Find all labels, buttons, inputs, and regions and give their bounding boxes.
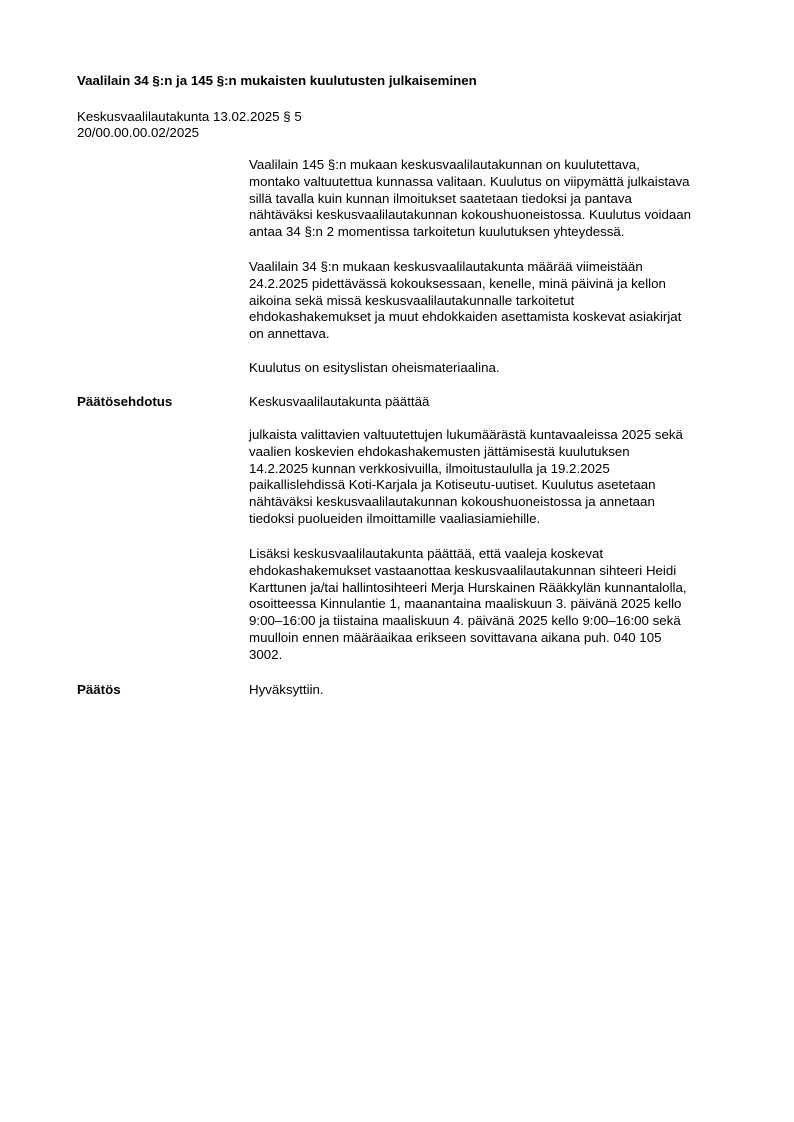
proposal-label: Päätösehdotus xyxy=(77,394,173,409)
text-line: Vaalilain 145 §:n mukaan keskusvaalilautakunnan on kuulutettava, xyxy=(249,157,640,172)
text-line: 14.2.2025 kunnan verkkosivuilla, ilmoitustaululla ja 19.2.2025 xyxy=(249,460,610,476)
proposal-paragraph-2 xyxy=(249,546,749,664)
text-line: nähtäväksi keskusvaalilautakunnan kokoushuoneistossa. Kuulutus voidaan xyxy=(249,207,692,223)
proposal-paragraph-1 xyxy=(249,427,749,528)
text-line: osoitteessa Kinnulantie 1, maanantaina maaliskuun 3. päivänä 2025 kello xyxy=(249,596,682,612)
text-line: tiedoksi puolueiden ilmoittamille vaaliasiamiehille. xyxy=(249,510,541,526)
text-line: ehdokashakemukset vastaanottaa keskusvaalilautakunnan sihteeri Heidi xyxy=(249,562,677,578)
text-line: muulloin ennen määräaikaa erikseen sovittavana aikana puh. 040 105 xyxy=(249,629,662,645)
text-line: nähtäväksi keskusvaalilautakunnan kokoushuoneistossa ja annetaan xyxy=(249,494,655,510)
text-line: on annettava. xyxy=(249,326,330,342)
intro-paragraph-1 xyxy=(249,157,749,241)
decision-text xyxy=(249,682,749,699)
text-line: 24.2.2025 pidettävässä kokouksessaan, kenelle, minä päivinä ja kellon xyxy=(249,275,666,291)
text-line: julkaista valittavien valtuutettujen lukumäärästä kuntavaaleissa 2025 sekä xyxy=(249,427,683,442)
document-title: Vaalilain 34 §:n ja 145 §:n mukaisten kuulutusten julkaiseminen xyxy=(77,73,477,88)
text-line: 3002. xyxy=(249,646,283,662)
text-line: Hyväksyttiin. xyxy=(249,682,324,697)
record-number: 20/00.00.00.02/2025 xyxy=(77,125,200,140)
text-line: 9:00–16:00 ja tiistaina maaliskuun 4. päivänä 2025 kello 9:00–16:00 sekä xyxy=(249,613,681,629)
proposal-lead xyxy=(249,394,749,411)
text-line: Kuulutus on esityslistan oheismateriaalina. xyxy=(249,360,500,375)
text-line: sillä tavalla kuin kunnan ilmoitukset saatetaan tiedoksi ja pantava xyxy=(249,190,632,206)
text-line: Vaalilain 34 §:n mukaan keskusvaalilautakunta määrää viimeistään xyxy=(249,259,643,274)
intro-paragraph-3 xyxy=(249,360,749,377)
meeting-reference: Keskusvaalilautakunta 13.02.2025 § 5 xyxy=(77,109,302,124)
text-line: montako valtuutettua kunnassa valitaan. Kuulutus on viipymättä julkaistava xyxy=(249,173,690,189)
text-line: Karttunen ja/tai hallintosihteeri Merja Hurskainen Rääkkylän kunnantalolla, xyxy=(249,579,687,595)
text-line: vaalien koskevien ehdokashakemusten jättämisestä kuulutuksen xyxy=(249,443,630,459)
intro-paragraph-2 xyxy=(249,259,749,343)
text-line: ehdokashakemukset ja muut ehdokkaiden asettamista koskevat asiakirjat xyxy=(249,309,682,325)
text-line: antaa 34 §:n 2 momentissa tarkoitetun kuulutuksen yhteydessä. xyxy=(249,224,625,240)
text-line: Keskusvaalilautakunta päättää xyxy=(249,394,430,409)
text-line: aikoina sekä missä keskusvaalilautakunnalle tarkoitetut xyxy=(249,292,575,308)
decision-label: Päätös xyxy=(77,682,121,697)
text-line: Lisäksi keskusvaalilautakunta päättää, että vaaleja koskevat xyxy=(249,546,604,561)
text-line: paikallislehdissä Koti-Karjala ja Kotiseutu-uutiset. Kuulutus asetetaan xyxy=(249,477,656,493)
